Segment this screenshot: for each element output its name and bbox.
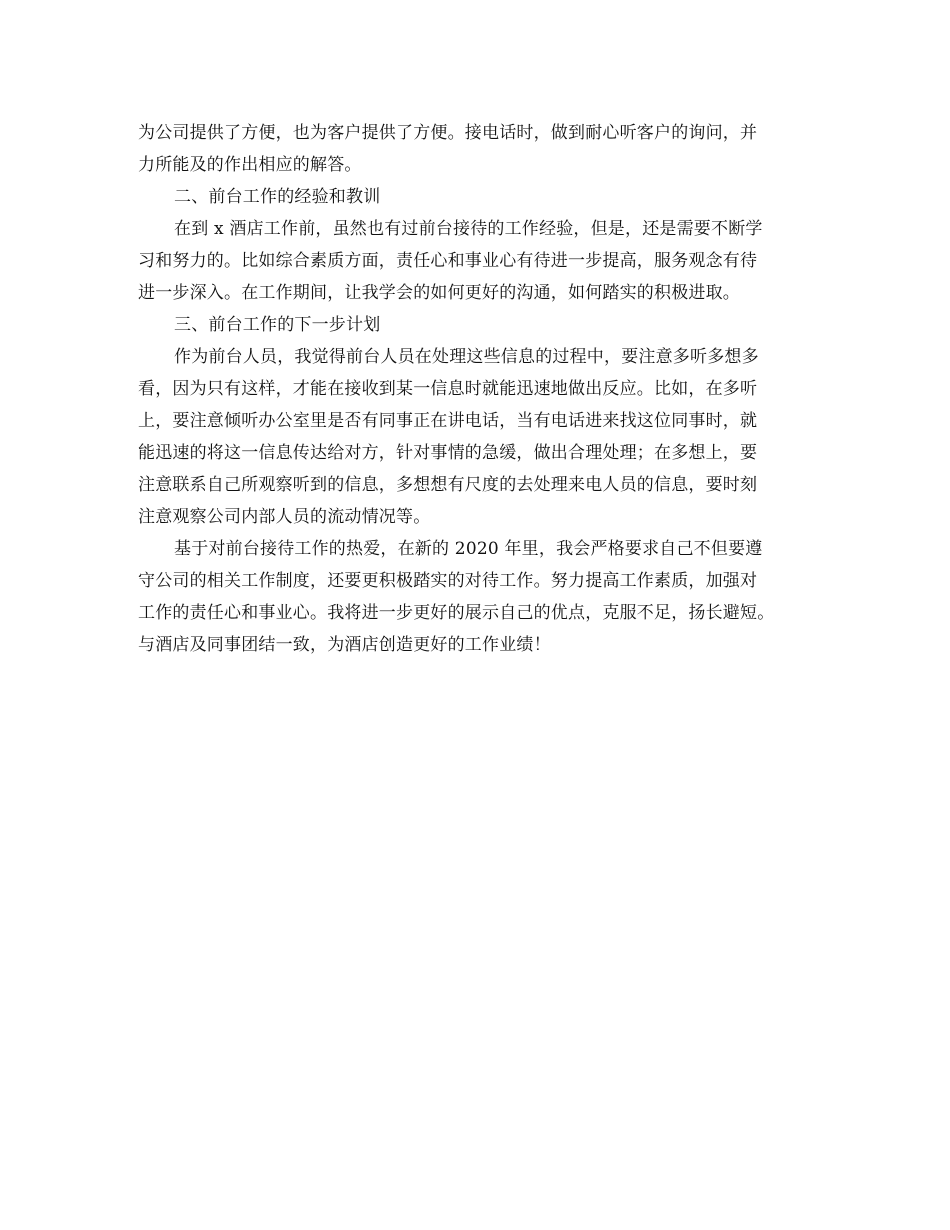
section-heading: 三、前台工作的下一步计划 [174, 315, 381, 335]
text-line: 作为前台人员，我觉得前台人员在处理这些信息的过程中，要注意多听多想多 [174, 347, 759, 367]
text-line: 力所能及的作出相应的解答。 [138, 155, 362, 175]
text-line: 与酒店及同事团结一致，为酒店创造更好的工作业绩！ [138, 635, 551, 655]
text-line: 进一步深入。在工作期间，让我学会的如何更好的沟通，如何踏实的积极进取。 [138, 283, 740, 303]
text-line: 在到 x 酒店工作前，虽然也有过前台接待的工作经验，但是，还是需要不断学 [174, 219, 763, 239]
text-line: 注意联系自己所观察听到的信息，多想想有尺度的去处理来电人员的信息，要时刻 [138, 475, 758, 495]
section-heading: 二、前台工作的经验和教训 [174, 187, 381, 207]
text-line: 工作的责任心和事业心。我将进一步更好的展示自己的优点，克服不足，扬长避短。 [138, 603, 775, 623]
text-line: 看，因为只有这样，才能在接收到某一信息时就能迅速地做出反应。比如，在多听 [138, 379, 758, 399]
document-body [138, 117, 838, 661]
text-line: 上，要注意倾听办公室里是否有同事正在讲电话，当有电话进来找这位同事时，就 [138, 411, 758, 431]
text-line: 注意观察公司内部人员的流动情况等。 [138, 507, 431, 527]
text-line: 习和努力的。比如综合素质方面，责任心和事业心有待进一步提高，服务观念有待 [138, 251, 758, 271]
text-line: 守公司的相关工作制度，还要更积极踏实的对待工作。努力提高工作素质，加强对 [138, 571, 758, 591]
text-line: 为公司提供了方便，也为客户提供了方便。接电话时，做到耐心听客户的询问，并 [138, 123, 758, 143]
text-line: 基于对前台接待工作的热爱，在新的 2020 年里，我会严格要求自己不但要遵 [174, 539, 763, 559]
text-line: 能迅速的将这一信息传达给对方，针对事情的急缓，做出合理处理；在多想上，要 [138, 443, 758, 463]
